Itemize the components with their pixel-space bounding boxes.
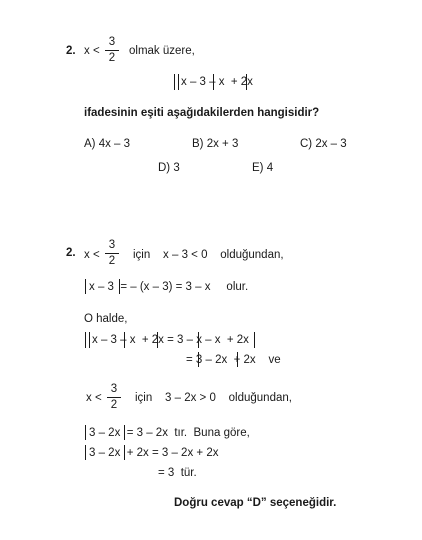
condition-suffix: olmak üzere,: [129, 45, 195, 57]
abs-bar: [89, 332, 90, 348]
line6-suffix: için 3 – 2x > 0 olduğundan,: [135, 392, 292, 404]
line6-prefix: x <: [86, 392, 102, 404]
abs-bar: [85, 279, 86, 294]
solution-line-8: 3 – 2x + 2x = 3 – 2x + 2x: [89, 447, 219, 459]
solution-line-4: x – 3 – x + 2x = 3 – x – x + 2x: [92, 334, 249, 346]
fraction-three-halves: [103, 239, 121, 268]
line1-prefix: x <: [84, 249, 100, 261]
abs-bar: [174, 74, 175, 90]
solution-number: 2.: [66, 247, 76, 259]
abs-bar: [85, 445, 86, 460]
abs-bar: [85, 332, 86, 348]
abs-bar: [85, 425, 86, 440]
fraction-bar: [105, 50, 119, 51]
option-a[interactable]: A) 4x – 3: [84, 138, 131, 150]
abs-bar: [178, 74, 179, 90]
solution-line-5: = 3 – 2x + 2x ve: [186, 354, 281, 366]
fraction-three-halves: [105, 383, 123, 412]
fraction-bar: [105, 253, 119, 254]
question-number: 2.: [66, 45, 76, 57]
answer-statement: Doğru cevap “D” seçeneğidir.: [174, 497, 337, 509]
abs-bar: [254, 332, 255, 348]
fraction-denominator: 2: [110, 399, 118, 411]
condition-prefix: x <: [84, 45, 100, 57]
solution-line-2: x – 3 = – (x – 3) = 3 – x olur.: [89, 281, 249, 293]
line1-suffix: için x – 3 < 0 olduğundan,: [133, 249, 284, 261]
option-c[interactable]: C) 2x – 3: [300, 138, 347, 150]
question-prompt: ifadesinin eşiti aşağıdakilerden hangisidir?: [84, 107, 320, 119]
solution-line-3: O halde,: [84, 313, 128, 325]
fraction-numerator: 3: [108, 36, 116, 48]
solution-line-9: = 3 tür.: [158, 467, 197, 479]
option-d[interactable]: D) 3: [158, 162, 180, 174]
fraction-three-halves: [103, 36, 121, 65]
solution-line-7: 3 – 2x = 3 – 2x tır. Buna göre,: [89, 427, 250, 439]
option-b[interactable]: B) 2x + 3: [192, 138, 239, 150]
fraction-bar: [107, 397, 121, 398]
fraction-numerator: 3: [108, 239, 116, 251]
fraction-denominator: 2: [108, 52, 116, 64]
fraction-numerator: 3: [110, 383, 118, 395]
fraction-denominator: 2: [108, 255, 116, 267]
expression: x – 3 – x + 2x: [181, 76, 253, 88]
option-e[interactable]: E) 4: [252, 162, 274, 174]
